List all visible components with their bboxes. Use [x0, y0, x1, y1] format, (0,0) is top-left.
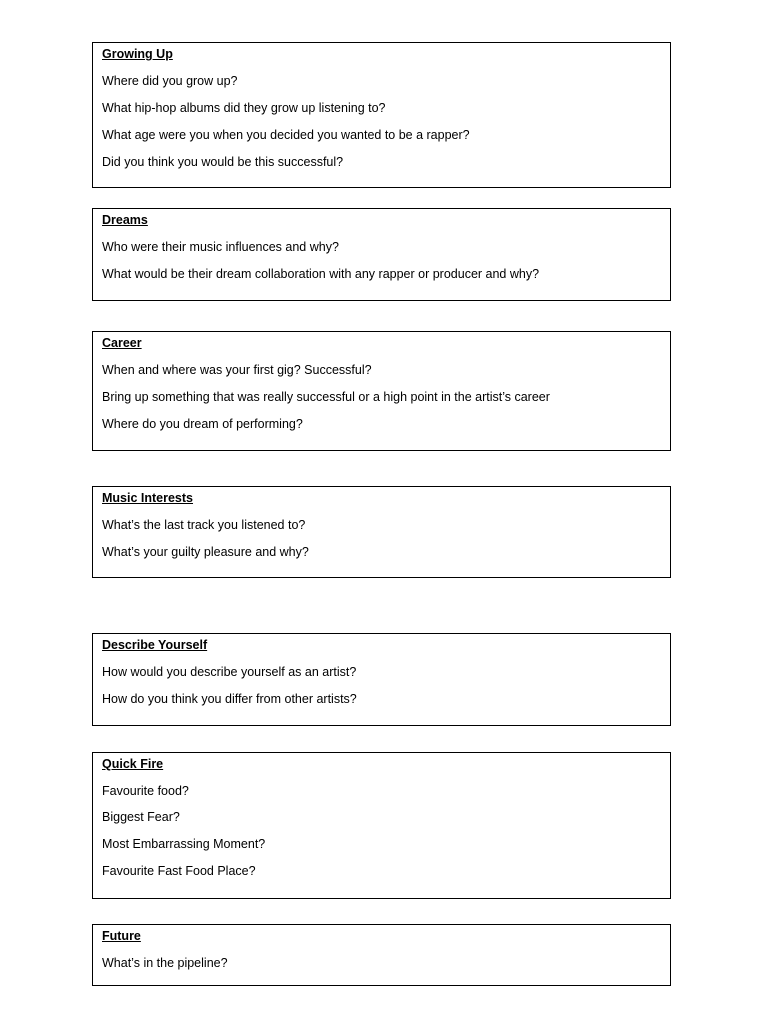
- section-title: Growing Up: [102, 47, 173, 61]
- section-title: Quick Fire: [102, 757, 164, 771]
- question: What’s the last track you listened to?: [102, 518, 306, 532]
- question: Biggest Fear?: [102, 810, 180, 824]
- question: What’s your guilty pleasure and why?: [102, 545, 309, 559]
- section-title: Music Interests: [102, 491, 194, 505]
- section-title: Describe Yourself: [102, 638, 208, 652]
- question: What would be their dream collaboration with any rapper or producer and why?: [102, 267, 540, 281]
- question: Who were their music influences and why?: [102, 240, 339, 254]
- section-title: Career: [102, 336, 142, 350]
- section-title: Dreams: [102, 213, 148, 227]
- section-future: [92, 924, 671, 986]
- section-music-interests: [92, 486, 671, 578]
- question: Did you think you would be this successful?: [102, 155, 344, 169]
- section-dreams: [92, 208, 671, 301]
- question: How would you describe yourself as an artist?: [102, 665, 357, 679]
- section-growing-up: [92, 42, 671, 188]
- section-quick-fire: [92, 752, 671, 899]
- question: What age were you when you decided you wanted to be a rapper?: [102, 128, 470, 142]
- section-describe-yourself: [92, 633, 671, 726]
- question: When and where was your first gig? Successful?: [102, 363, 372, 377]
- question: What hip-hop albums did they grow up listening to?: [102, 101, 386, 115]
- question: Bring up something that was really successful or a high point in the artist’s career: [102, 390, 550, 404]
- question: Where did you grow up?: [102, 74, 238, 88]
- section-title: Future: [102, 929, 141, 943]
- question: Favourite Fast Food Place?: [102, 864, 256, 878]
- question: What’s in the pipeline?: [102, 956, 228, 970]
- question: How do you think you differ from other artists?: [102, 692, 357, 706]
- section-career: [92, 331, 671, 451]
- question: Favourite food?: [102, 784, 189, 798]
- question: Where do you dream of performing?: [102, 417, 303, 431]
- question: Most Embarrassing Moment?: [102, 837, 266, 851]
